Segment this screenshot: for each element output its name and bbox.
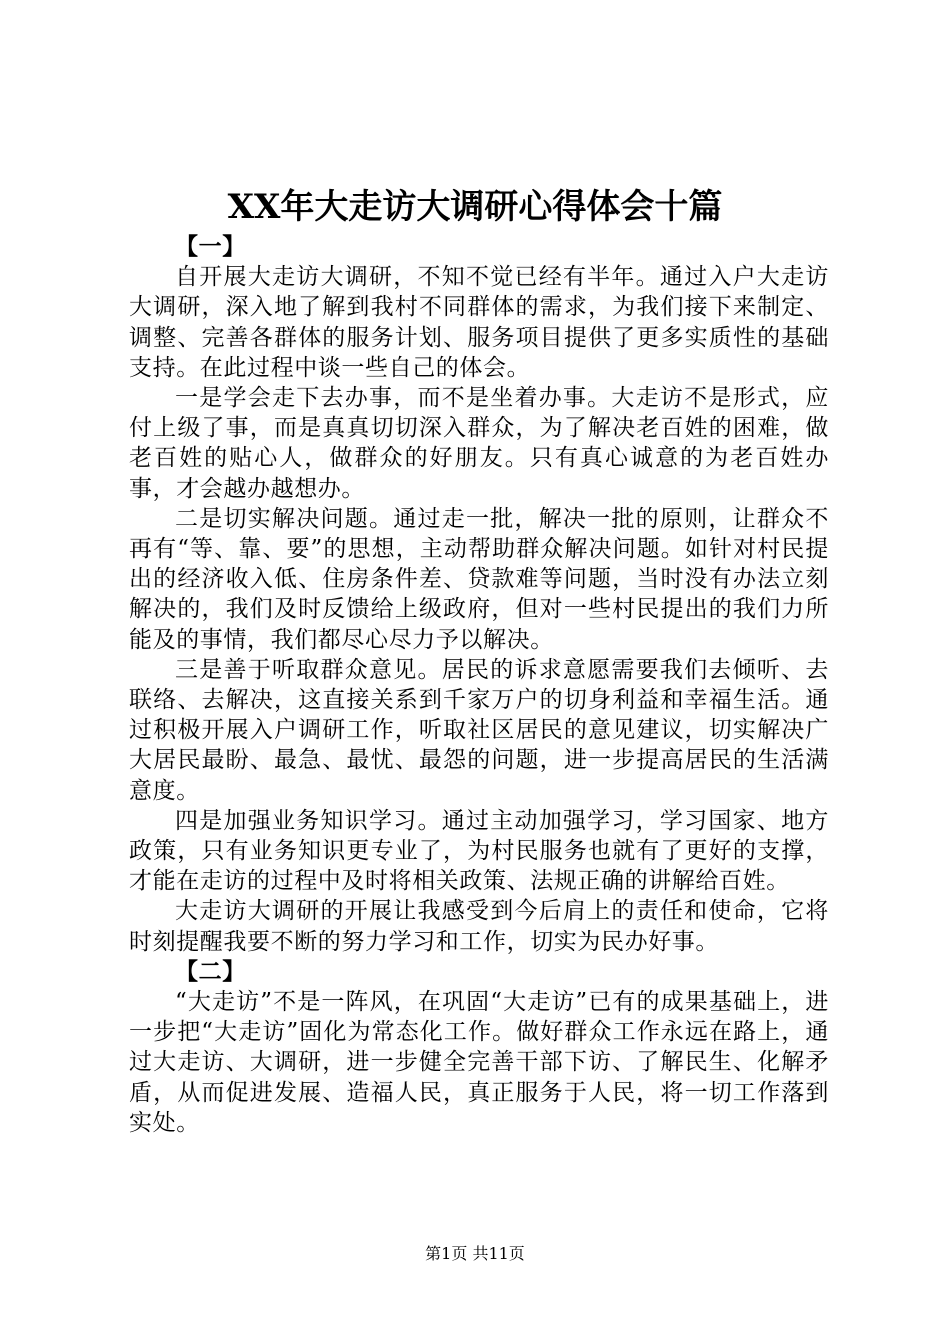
paragraph: 一是学会走下去办事，而不是坐着办事。大走访不是形式，应付上级了事，而是真真切切深入群众，为了解决老百姓的困难，做老百姓的贴心人，做群众的好朋友。只有真心诚意的为老百姓办事，才会越办越想办。 [129,385,829,502]
document-title: XX年大走访大调研心得体会十篇 [227,187,723,227]
page-footer: 第1页 共11页 [425,1244,525,1263]
paragraph: “大走访”不是一阵风，在巩固“大走访”已有的成果基础上，进一步把“大走访”固化为常态化工作。做好群众工作永远在路上，通过大走访、大调研，进一步健全完善干部下访、了解民生、化解矛盾，从而促进发展、造福人民，真正服务于人民，将一切工作落到实处。 [129,989,829,1136]
paragraph: 四是加强业务知识学习。通过主动加强学习，学习国家、地方政策，只有业务知识更专业了，为村民服务也就有了更好的支撑，才能在走访的过程中及时将相关政策、法规正确的讲解给百姓。 [129,807,829,895]
section-heading-2: 【二】 [175,957,246,985]
paragraph: 二是切实解决问题。通过走一批，解决一批的原则，让群众不再有“等、靠、要”的思想，主动帮助群众解决问题。如针对村民提出的经济收入低、住房条件差、贷款难等问题，当时没有办法立刻解决的，我们及时反馈给上级政府，但对一些村民提出的我们力所能及的事情，我们都尽心尽力予以解决。 [129,505,829,653]
paragraph: 三是善于听取群众意见。居民的诉求意愿需要我们去倾听、去联络、去解决，这直接关系到千家万户的切身利益和幸福生活。通过积极开展入户调研工作，听取社区居民的意见建议，切实解决广大居民最盼、最急、最忧、最怨的问题，进一步提高居民的生活满意度。 [129,656,829,804]
document-body [129,232,829,1138]
section-heading-1: 【一】 [175,233,246,260]
paragraph: 大走访大调研的开展让我感受到今后肩上的责任和使命，它将时刻提醒我要不断的努力学习和工作，切实为民办好事。 [129,898,829,955]
paragraph: 自开展大走访大调研，不知不觉已经有半年。通过入户大走访大调研，深入地了解到我村不同群体的需求，为我们接下来制定、调整、完善各群体的服务计划、服务项目提供了更多实质性的基础支持。在此过程中谈一些自己的体会。 [129,264,829,381]
